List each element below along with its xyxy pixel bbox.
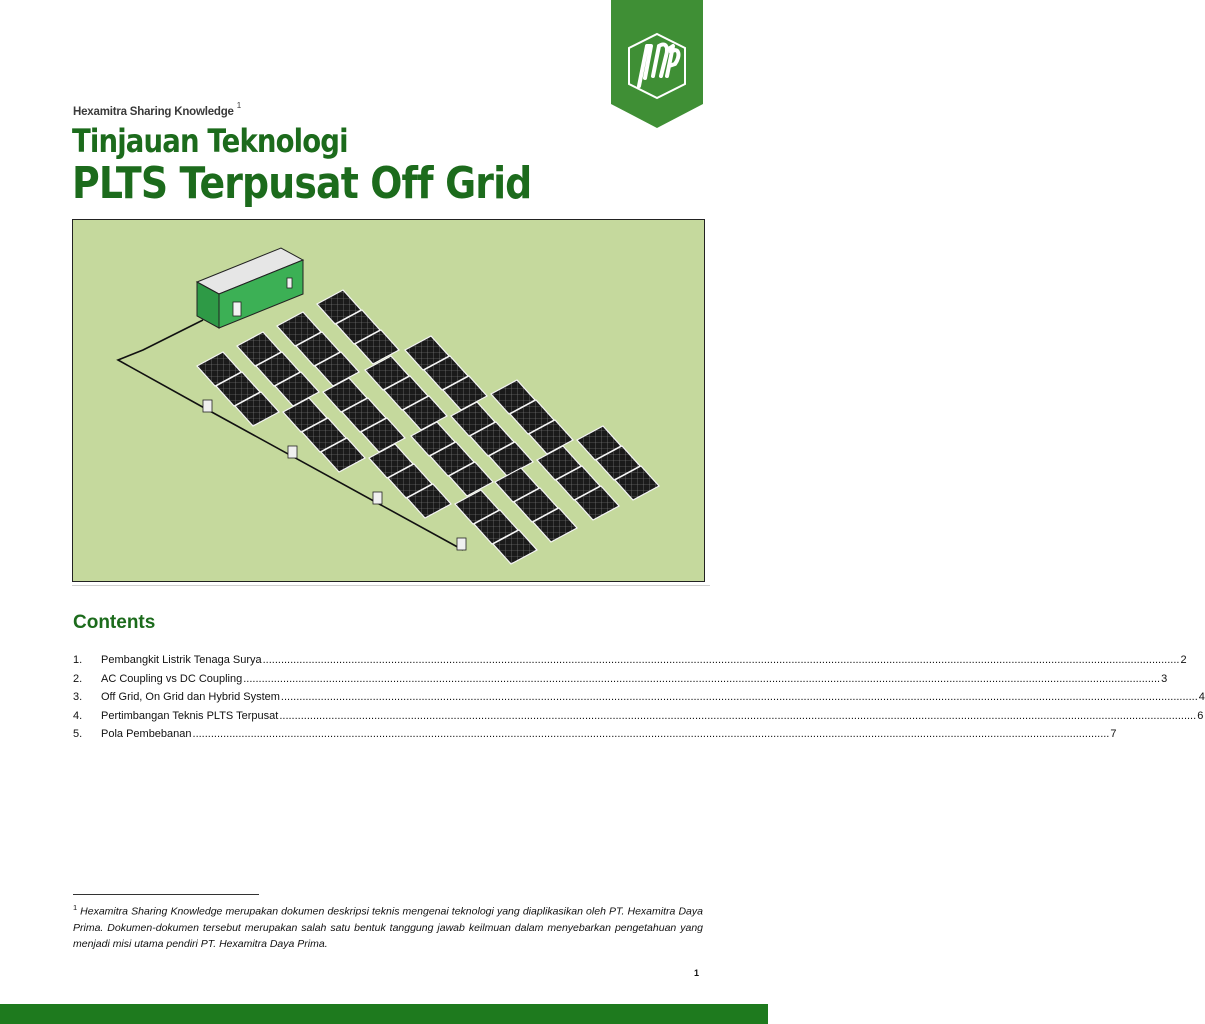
toc-page: 4 <box>1198 691 1205 703</box>
footnote-rule <box>73 894 259 895</box>
toc-label: AC Coupling vs DC Coupling <box>101 672 243 685</box>
toc-label: Pertimbangan Teknis PLTS Terpusat <box>101 709 279 722</box>
toc-entry[interactable] <box>73 709 1204 729</box>
document-kicker: Hexamitra Sharing Knowledge$^1$ <box>73 101 241 118</box>
toc-entry[interactable] <box>73 691 1205 710</box>
footnote-number: 1 <box>73 903 78 912</box>
toc-entry[interactable] <box>73 728 1117 747</box>
toc-page: 6 <box>1197 709 1204 722</box>
toc-leader: ............................................................................................................................................................................................................................................................................................................ <box>280 691 1198 703</box>
toc-leader: ............................................................................................................................................................................................................................................................................................................ <box>262 654 1180 666</box>
footnote <box>73 900 703 952</box>
toc-label: Pembangkit Listrik Tenaga Surya <box>101 654 262 666</box>
toc-number: 2. <box>73 672 83 685</box>
illustration-divider <box>72 585 710 586</box>
document-title-line2: PLTS Terpusat Off Grid <box>72 158 532 209</box>
toc-label: Pola Pembebanan <box>101 728 192 740</box>
table-of-contents <box>73 654 1205 747</box>
toc-leader: ............................................................................................................................................................................................................................................................................................................ <box>192 728 1110 740</box>
toc-number: 3. <box>73 691 83 703</box>
contents-heading: Contents <box>73 612 156 633</box>
footer-bar <box>0 1004 768 1024</box>
hmp-logo-icon <box>611 0 703 128</box>
toc-entry[interactable] <box>73 654 1187 673</box>
toc-leader: ............................................................................................................................................................................................................................................................................................................ <box>279 709 1197 722</box>
page-number: 1 <box>694 968 700 978</box>
toc-page: 7 <box>1110 728 1117 740</box>
toc-number: 1. <box>73 654 83 666</box>
footnote-ref[interactable]: 1 <box>236 101 241 110</box>
toc-number: 5. <box>73 728 83 740</box>
solar-farm-drawing <box>73 220 703 580</box>
toc-label: Off Grid, On Grid dan Hybrid System <box>101 691 280 703</box>
toc-number: 4. <box>73 709 83 722</box>
footnote-text: Hexamitra Sharing Knowledge merupakan dokumen deskripsi teknis mengenai teknologi yang diaplikasikan oleh PT. Hexamitra Daya Prima. Dokumen-dokumen tersebut merupakan salah satu bentuk tanggung jawab keilmuan dalam menyebarkan pengetahuan yang menjadi misi utama pendiri PT. Hexamitra Daya Prima. <box>73 905 703 950</box>
toc-leader: ............................................................................................................................................................................................................................................................................................................ <box>243 672 1161 685</box>
control-building <box>197 248 303 328</box>
solar-farm-illustration <box>72 219 705 582</box>
toc-page: 3 <box>1161 672 1168 685</box>
toc-entry[interactable] <box>73 672 1168 692</box>
document-title-line1: Tinjauan Teknologi <box>72 122 348 160</box>
toc-page: 2 <box>1180 654 1187 666</box>
